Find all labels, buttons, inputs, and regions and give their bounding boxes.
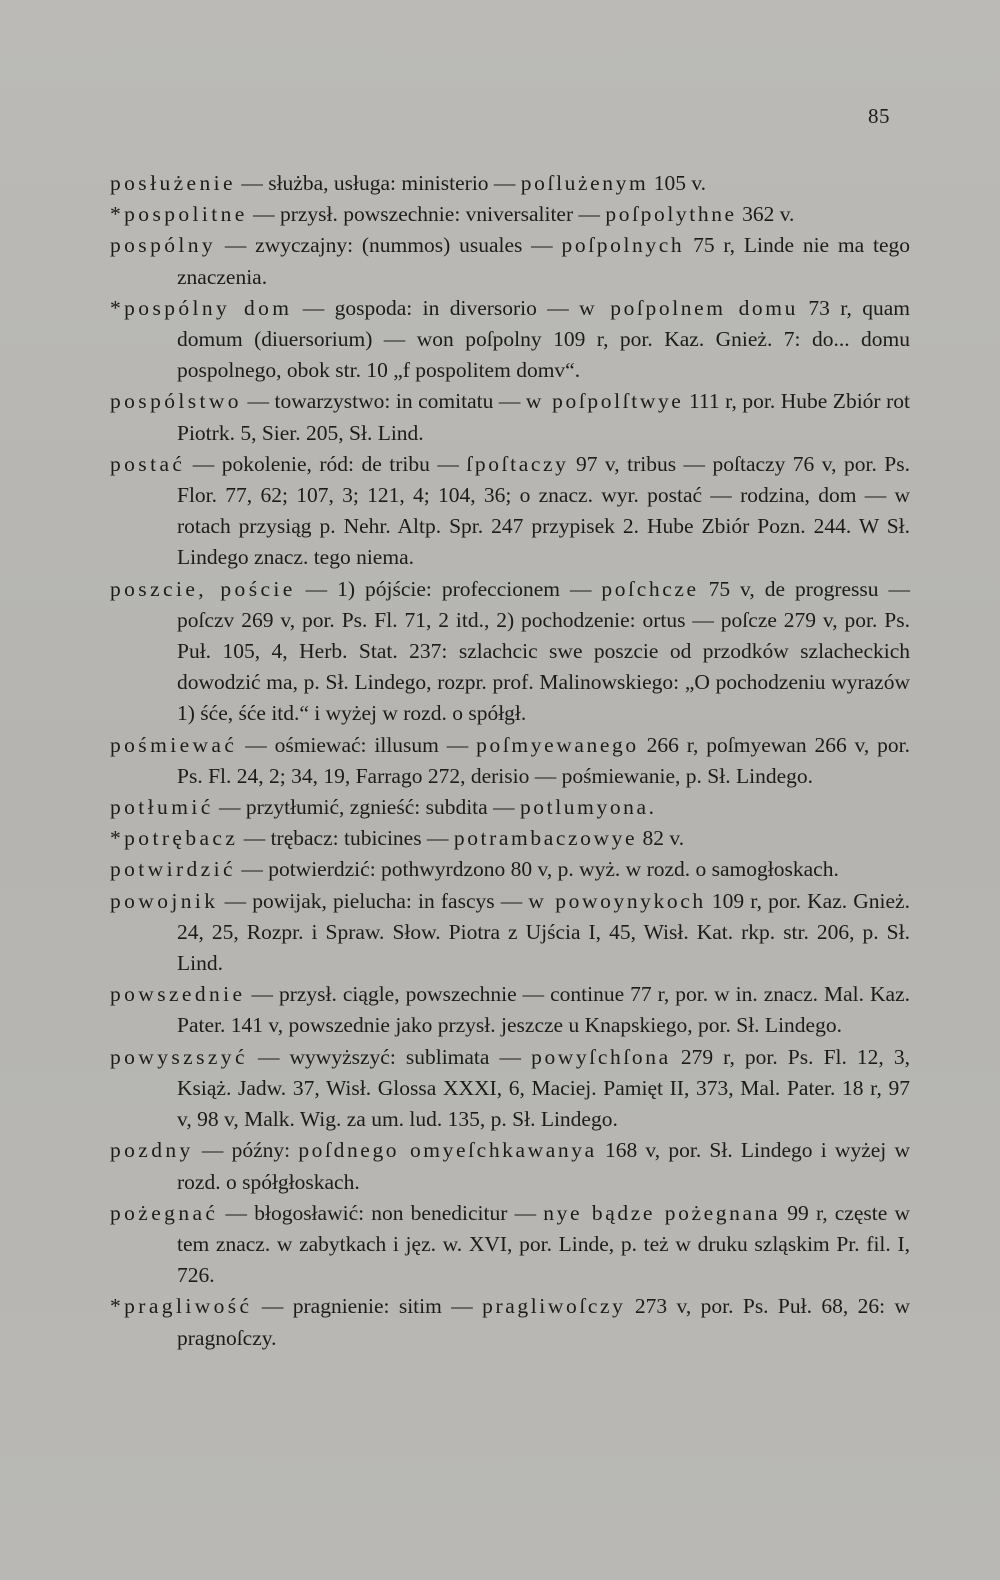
entry-text: — późny: [193,1138,299,1163]
entry-old-form: w poſpolſtwye [525,389,684,414]
entry-text: — pokolenie, ród: de tribu — [185,451,467,476]
entry [110,1198,910,1292]
entry-headword: pospólny [110,233,217,258]
entry-text: — służba, usługa: ministerio — [235,171,521,195]
entry-rest: 109 r, por. Kaz. Gnież. 24, 25, Rozpr. i Spraw. Słow. Piotra z Ujścia I, 45, Wisł. Kat. rkp. str. 206, p. Sł. Lind. [177,888,910,976]
entry-text: — wywyższyć: sublimata — [247,1044,532,1069]
entry-rest: 266 r, poſmyewan 266 v, por. Ps. Fl. 24, 2; 34, 19, Farrago 272, derisio — pośmiewanie, p. Sł. Lindego. [177,732,911,788]
entry-text: — przysł. powszechnie: vniversaliter — [247,202,606,227]
entry [110,293,910,387]
entry-old-form: potlumyona [519,795,649,820]
entry-headword: pospólstwo [110,389,242,414]
entry [110,386,910,448]
entry-text: — zwyczajny: (nummos) usuales — [216,233,562,258]
entry-headword: pożegnać [110,1200,219,1225]
entry-rest: 73 r, quam domum (diuersorium) — won poſpolny 109 r, por. Kaz. Gnież. 7: do... domu pospolnego, obok str. 10 „f pospolitem domv“. [177,295,910,383]
entry-headword: *pragliwość [110,1294,253,1319]
entry-old-form: poſpolnych [561,233,685,258]
entry-headword: *potrębacz [110,826,239,851]
entry-headword: postać [110,451,186,476]
entry-headword: *pospólny dom [110,295,293,320]
entry-old-form: potrambaczowye [453,826,638,851]
entry-headword: *pospolitne [110,202,248,227]
entry-rest: 82 v. [637,826,685,851]
entry-old-form: poſlużenym [520,171,649,195]
entry [110,792,910,823]
entry-headword: potłumić [110,795,214,820]
entry-text: — powijak, pielucha: in fascys — [218,888,529,913]
entry-old-form: poſmyewanego [476,732,639,757]
entry-text: — przysł. ciągle, powszechnie — continue 77 r, por. w in. znacz. Mal. Kaz. Pater. 141 v, powszednie jako przysł. jeszcze u Knapskiego, por. Sł. Lindego. [177,982,910,1038]
entry-text: — błogosławić: non benedicitur — [218,1200,544,1225]
entry-rest: 75 v, de progressu — poſczv 269 v, por. Ps. Fl. 71, 2 itd., 2) pochodzenie: ortus — poſcze 279 v, por. Ps. Puł. 105, 4, Herb. Stat. 237: szlachcic swe poszcie od przodków szlacheckich dowodzić ma, p. Sł. Lindego, rozpr. prof. Malinowskiego: „O pochodzeniu wyrazów 1) śće, śće itd.“ i wyżej w rozd. o spółgł. [177,576,910,726]
entry-rest: . [648,795,655,820]
entry [110,168,910,199]
entry-rest: 273 v, por. Ps. Puł. 68, 26: w pragnoſczy. [177,1294,910,1350]
entry-text: — przytłumić, zgnieść: subdita — [213,795,520,820]
entry-text: — pragnienie: sitim — [252,1294,483,1319]
entry-text: — towarzystwo: in comitatu — [241,389,526,414]
entry-rest: 168 v, por. Sł. Lindego i wyżej w rozd. o spółgłoskach. [177,1138,910,1194]
entry [110,1135,910,1197]
entry-headword: pozdny [110,1138,194,1163]
entry-old-form: poſdnego omyeſchkawanya [298,1138,597,1163]
entry-rest: 97 v, tribus — poſtaczy 76 v, por. Ps. Flor. 77, 62; 107, 3; 121, 4; 104, 36; o znacz. wyr. postać — rodzina, dom — w rotach przysiąg p. Nehr. Altp. Spr. 247 przypisek 2. Hube Zbiór Pozn. 244. W Sł. Lindego znacz. tego niema. [177,451,910,570]
entry-rest: 75 r, Linde nie ma tego znaczenia. [177,233,910,289]
entry [110,199,910,230]
entry-headword: powojnik [110,888,219,913]
entry-headword: potwirdzić [110,857,236,882]
entry-rest: 279 r, por. Ps. Fl. 12, 3, Książ. Jadw. 37, Wisł. Glossa XXXI, 6, Maciej. Pamięt II, 373, Mal. Pater. 18 r, 97 v, 98 v, Malk. Wig. za um. lud. 135, p. Sł. Lindego. [177,1044,910,1132]
entry [110,574,910,730]
entry-text: — gospoda: in diversorio — [292,295,580,320]
entry-headword: posłużenie [110,171,236,195]
entry-text: — 1) pójście: profeccionem — [295,576,602,601]
entry [110,854,910,885]
entry-old-form: ſpoſtaczy [466,451,569,476]
entry [110,230,910,292]
entry-old-form: w poſpolnem domu [579,295,798,320]
entry-headword: powszednie [110,982,246,1007]
entry-rest: 105 v. [648,171,707,195]
entry-headword: powyszszyć [110,1044,248,1069]
entry-headword: pośmiewać [110,732,238,757]
entry-headword: poszcie, poście [110,576,296,601]
entry [110,979,910,1041]
entry [110,823,910,854]
entry [110,730,910,792]
page-number: 85 [868,104,890,128]
entry [110,1291,910,1353]
entry-old-form: w powoynykoch [528,888,706,913]
entry-text: — ośmiewać: illusum — [237,732,477,757]
entry-old-form: powyſchſona [531,1044,671,1069]
entry-rest: 80 v, p. wyż. w rozd. o samogłoskach. [505,857,839,882]
entry-old-form: nye bądze pożegnana [543,1200,781,1225]
entry-old-form: pragliwoſczy [482,1294,626,1319]
entry-rest: 99 r, częste w tem znacz. w zabytkach i jęz. w. XVI, por. Linde, p. też w druku szląskim Pr. fil. I, 726. [177,1200,910,1288]
entry-old-form: poſchcze [601,576,699,601]
entry [110,886,910,980]
entry-text: — trębacz: tubicines — [238,826,454,851]
entry-rest: 111 r, por. Hube Zbiór rot Piotrk. 5, Sier. 205, Sł. Lind. [177,389,910,445]
entry-rest: 362 v. [736,202,795,227]
entry-text: — potwierdzić: pothwyrdzono [235,857,506,882]
entry [110,1042,910,1136]
entry-old-form: poſpolythne [605,202,737,227]
entry [110,449,910,574]
dictionary-entries [110,168,910,1354]
